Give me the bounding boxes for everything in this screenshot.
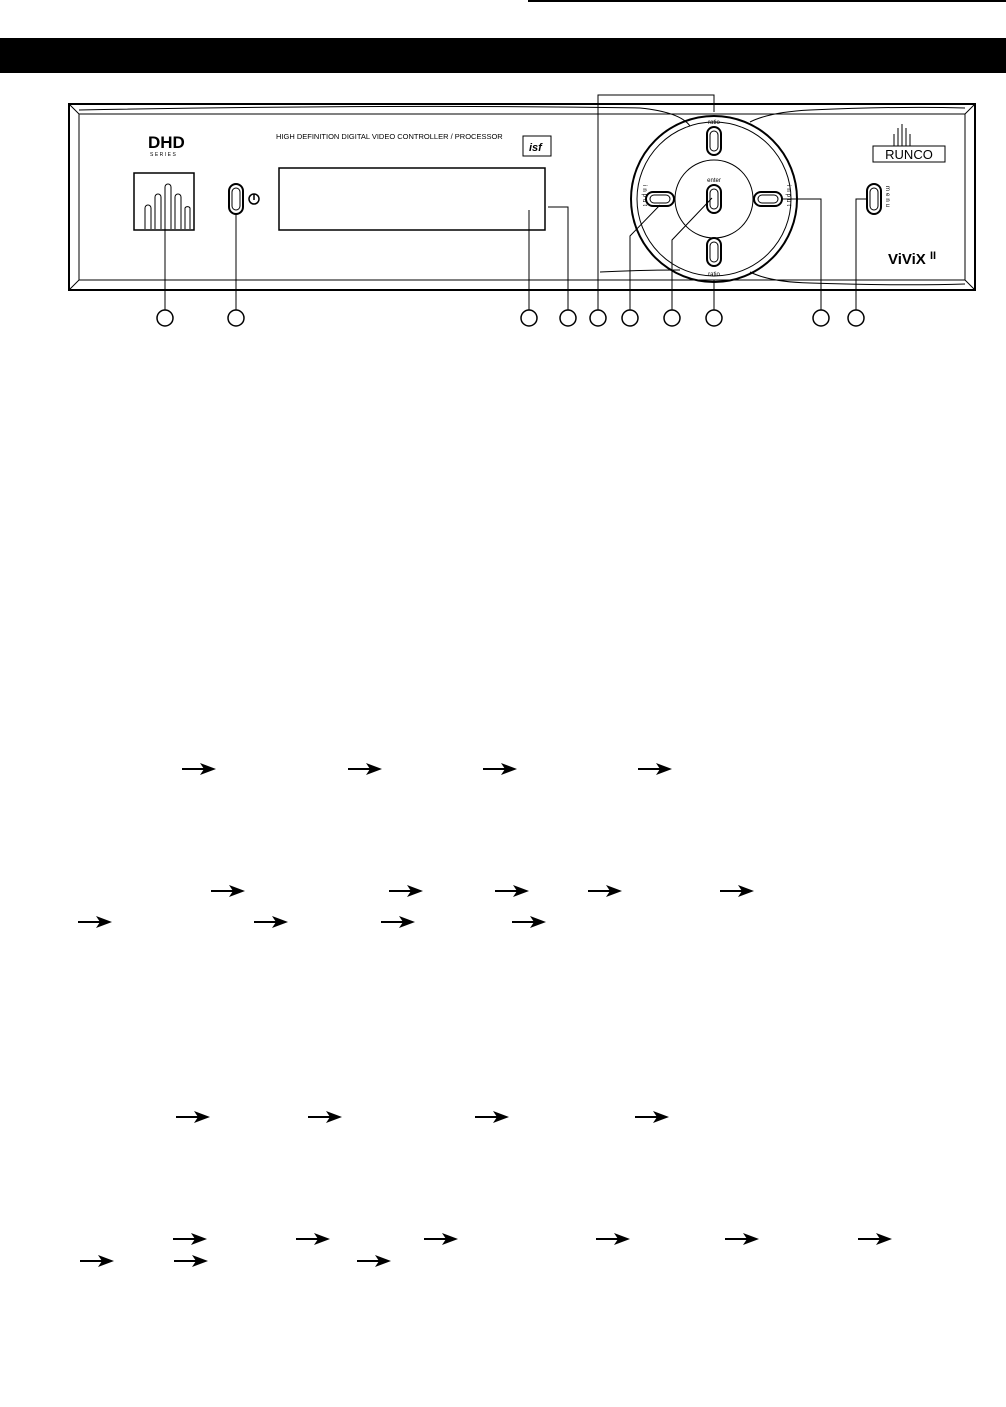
menu-label: menu <box>884 186 890 210</box>
arrow-row <box>0 915 1006 935</box>
vivix-logo <box>888 250 936 268</box>
right-arrow-icon <box>182 762 216 776</box>
ratio-up-button[interactable] <box>707 127 721 155</box>
product-logo-text: ViViX <box>888 251 926 268</box>
right-arrow-icon <box>78 915 112 929</box>
callout-4 <box>560 310 576 326</box>
arrow-row <box>0 1110 1006 1130</box>
right-arrow-icon <box>176 1110 210 1124</box>
section-header-bar <box>0 38 1006 73</box>
right-arrow-icon <box>720 884 754 898</box>
arrow-row <box>0 884 1006 904</box>
runco-logo <box>873 124 945 162</box>
right-arrow-icon <box>475 1110 509 1124</box>
callout-10 <box>848 310 864 326</box>
right-arrow-icon <box>424 1232 458 1246</box>
callout-1 <box>157 310 173 326</box>
callout-3 <box>521 310 537 326</box>
right-arrow-icon <box>381 915 415 929</box>
right-arrow-icon <box>725 1232 759 1246</box>
input-left-label: input <box>641 185 647 209</box>
right-arrow-icon <box>858 1232 892 1246</box>
right-arrow-icon <box>389 884 423 898</box>
brand-text: RUNCO <box>885 147 933 162</box>
navigation-ring <box>631 116 797 282</box>
right-arrow-icon <box>296 1232 330 1246</box>
enter-label: enter <box>707 178 721 184</box>
callout-8 <box>706 310 722 326</box>
arrow-row <box>0 1232 1006 1252</box>
right-arrow-icon <box>173 1232 207 1246</box>
ratio-bottom-label: ratio <box>708 272 720 278</box>
input-left-button[interactable] <box>646 192 674 206</box>
chassis-inner <box>79 114 965 280</box>
power-button[interactable] <box>229 184 243 214</box>
callout-6 <box>622 310 638 326</box>
callout-5 <box>590 310 606 326</box>
dhd-logo <box>148 133 185 158</box>
front-panel-diagram <box>0 85 1006 335</box>
right-arrow-icon <box>211 884 245 898</box>
isf-logo-text: isf <box>529 142 542 154</box>
right-arrow-icon <box>348 762 382 776</box>
right-arrow-icon <box>588 884 622 898</box>
right-arrow-icon <box>638 762 672 776</box>
right-arrow-icon <box>495 884 529 898</box>
input-right-button[interactable] <box>754 192 782 206</box>
ratio-top-label: ratio <box>708 120 720 126</box>
isf-logo <box>523 136 551 156</box>
right-arrow-icon <box>635 1110 669 1124</box>
dhd-logo-text: DHD <box>148 133 185 152</box>
right-arrow-icon <box>512 915 546 929</box>
dhd-series-text: SERIES <box>150 152 178 158</box>
ratio-down-button[interactable] <box>707 238 721 266</box>
callout-markers <box>157 310 864 326</box>
right-arrow-icon <box>174 1254 208 1268</box>
right-arrow-icon <box>483 762 517 776</box>
panel-title: HIGH DEFINITION DIGITAL VIDEO CONTROLLER / PROCESSOR <box>276 132 503 141</box>
right-arrow-icon <box>596 1232 630 1246</box>
menu-button[interactable] <box>867 184 881 214</box>
right-arrow-icon <box>357 1254 391 1268</box>
power-icon <box>249 194 259 204</box>
arrow-row <box>0 762 1006 782</box>
right-arrow-icon <box>80 1254 114 1268</box>
callout-9 <box>813 310 829 326</box>
arrow-row <box>0 1254 1006 1274</box>
ir-sensor-window <box>134 173 194 230</box>
right-arrow-icon <box>254 915 288 929</box>
chassis-outer <box>69 104 975 290</box>
callout-2 <box>228 310 244 326</box>
enter-button[interactable] <box>707 185 721 213</box>
top-rule <box>528 0 1006 2</box>
display-window <box>279 168 545 230</box>
product-logo-suffix: II <box>930 250 937 262</box>
input-right-label: input <box>785 185 791 209</box>
right-arrow-icon <box>308 1110 342 1124</box>
callout-7 <box>664 310 680 326</box>
